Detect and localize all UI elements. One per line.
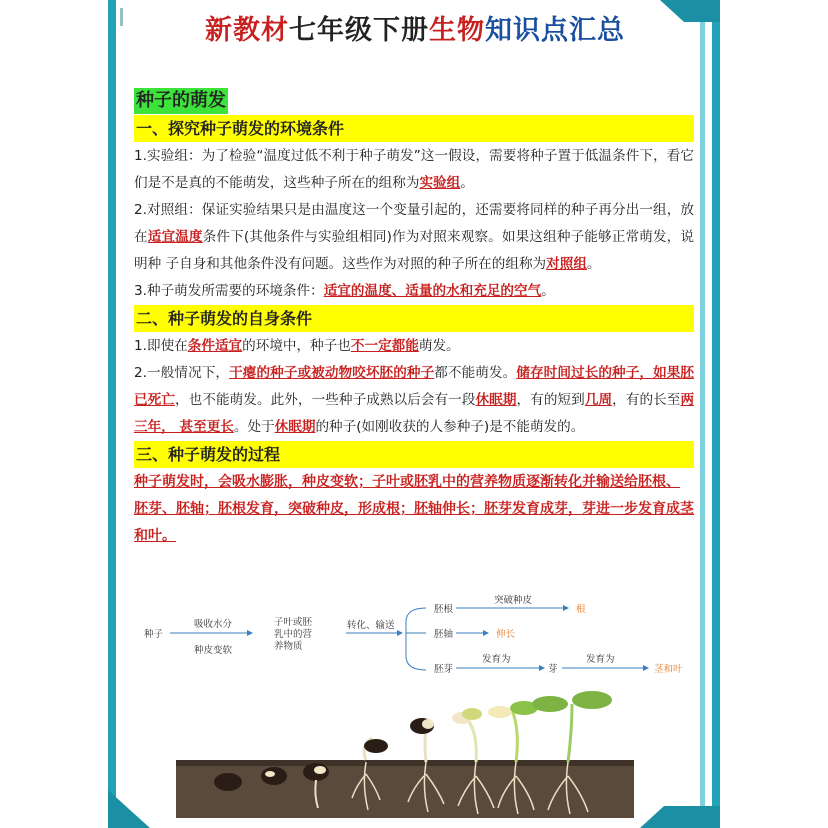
paragraph-control-group bbox=[134, 197, 694, 278]
title-part-1: 新教材 bbox=[205, 15, 289, 46]
label-transform: 转化、输送 bbox=[347, 620, 395, 631]
keyword: 适宜的温度、适量的水和充足的空气 bbox=[323, 283, 542, 299]
text: 条件下(其他条件与实验组相同)作为对照来观察。如果这组种子能够正常萌发，说明种 子自身和其他条件没有问题。这些作为对照的种子所在的组称为 bbox=[134, 229, 695, 272]
label-break-coat: 突破种皮 bbox=[494, 595, 533, 606]
node-nutrient-line-1: 子叶或胚 bbox=[274, 617, 313, 628]
title-part-2: 七年级下册 bbox=[289, 15, 429, 46]
node-elongate: 伸长 bbox=[496, 629, 516, 640]
keyword: 干瘪的种子或被动物咬坏胚的种子 bbox=[229, 365, 435, 381]
germination-flow-diagram bbox=[134, 592, 694, 682]
node-plumule: 胚芽 bbox=[434, 664, 454, 675]
text: 的环境中，种子也 bbox=[242, 338, 351, 354]
paragraph-experiment-group bbox=[134, 143, 694, 197]
section-heading-3: 三、种子萌发的过程 bbox=[134, 441, 694, 468]
title-part-3: 生物 bbox=[429, 15, 485, 46]
label-develop-1: 发育为 bbox=[482, 654, 511, 665]
keyword: 休眠期 bbox=[274, 419, 316, 435]
label-develop-2: 发育为 bbox=[586, 654, 615, 665]
seedling-illustration bbox=[176, 690, 634, 818]
keyword: 储存时间过长的种子，如果胚已死亡 bbox=[134, 365, 695, 408]
paragraph-self-condition-1 bbox=[134, 333, 694, 360]
paragraph-conditions bbox=[134, 278, 694, 305]
seedling-growth-image bbox=[176, 690, 634, 818]
section-heading-1: 一、探究种子萌发的环境条件 bbox=[134, 115, 694, 142]
paragraph-germination-process: 种子萌发时，会吸水膨胀，种皮变软；子叶或胚乳中的营养物质逐渐转化并输送给胚根、 胚芽、胚轴；胚根发育，突破种皮，形成根；胚轴伸长；胚芽发育成芽，芽进一步发育成茎和叶。 bbox=[134, 474, 694, 544]
text: 。 bbox=[586, 256, 601, 272]
keyword: 对照组 bbox=[546, 256, 587, 272]
frame-right-inner-border bbox=[700, 0, 705, 828]
keyword: 条件适宜 bbox=[187, 338, 243, 354]
content bbox=[134, 88, 694, 550]
node-nutrient-line-3: 养物质 bbox=[274, 641, 303, 652]
keyword: 实验组 bbox=[419, 175, 461, 191]
section-heading-2: 二、种子萌发的自身条件 bbox=[134, 305, 694, 332]
keyword: 几周 bbox=[584, 392, 613, 408]
flow-arrows bbox=[134, 592, 694, 682]
text: 的种子(如刚收获的人参种子)是不能萌发的。 bbox=[315, 419, 585, 435]
page-title bbox=[150, 8, 680, 47]
main-section-heading: 种子的萌发 bbox=[134, 88, 228, 114]
text: 萌发。 bbox=[418, 338, 460, 354]
node-stem-leaf: 茎和叶 bbox=[654, 664, 683, 675]
node-radicle: 胚根 bbox=[434, 604, 454, 615]
text: 都不能萌发。 bbox=[434, 365, 517, 381]
text: 。处于 bbox=[233, 419, 275, 435]
frame-left-border bbox=[108, 0, 116, 828]
frame-right-border bbox=[712, 0, 720, 828]
text: 1.实验组：为了检验“温度过低不利于种子萌发”这一假设，需要将种子置于低温条件下，看它们是不是真的不能萌发，这些种子所在的组称为 bbox=[134, 148, 694, 191]
text: 。 bbox=[541, 283, 555, 299]
text: 2.对照组：保证实验结果只是由温度这一个变量引起的，还需要将同样的种子再分出一组，放在 bbox=[134, 202, 694, 245]
title-part-4: 知识点汇总 bbox=[485, 15, 625, 46]
paragraph-self-condition-2 bbox=[134, 360, 694, 441]
node-root: 根 bbox=[576, 604, 586, 615]
node-bud: 芽 bbox=[548, 664, 558, 675]
corner-decoration-bottom-left bbox=[108, 790, 178, 828]
keyword: 休眠期 bbox=[475, 392, 517, 408]
keyword: 不一定都能 bbox=[350, 338, 419, 354]
text: ，有的长至 bbox=[612, 392, 681, 408]
label-coat-soften: 种皮变软 bbox=[194, 645, 233, 656]
node-seed: 种子 bbox=[144, 629, 164, 640]
keyword: 两三年， 甚至更长 bbox=[134, 392, 695, 435]
text: ，有的短到 bbox=[516, 392, 585, 408]
keyword: 适宜温度 bbox=[147, 229, 203, 245]
node-hypocotyl: 胚轴 bbox=[434, 629, 454, 640]
text: 2.一般情况下， bbox=[134, 365, 230, 381]
label-absorb-water: 吸收水分 bbox=[194, 619, 233, 630]
corner-tick bbox=[120, 8, 123, 26]
text: 1.即使在 bbox=[134, 338, 188, 354]
text: ，也不能萌发。此外，一些种子成熟以后会有一段 bbox=[174, 392, 476, 408]
node-nutrient-line-2: 乳中的营 bbox=[274, 629, 313, 640]
corner-decoration-bottom-right bbox=[640, 806, 720, 828]
text: 。 bbox=[460, 175, 474, 191]
text: 3.种子萌发所需要的环境条件： bbox=[134, 283, 324, 299]
